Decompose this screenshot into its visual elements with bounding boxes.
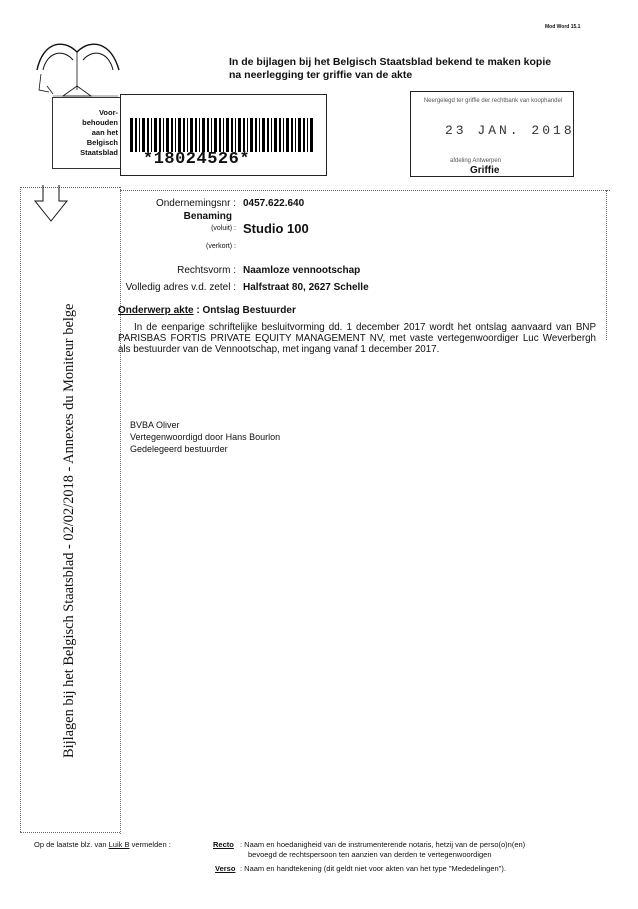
reserved-label	[58, 108, 118, 158]
legal-form-value: Naamloze vennootschap	[243, 265, 361, 276]
footer-luik: Luik B	[108, 840, 130, 849]
short-name-label: (verkort) :	[206, 243, 236, 250]
address-value: Halfstraat 80, 2627 Schelle	[243, 282, 369, 293]
side-text: Bijlagen bij het Belgisch Staatsblad - 02/02/2018 - Annexes du Moniteur belge	[61, 303, 77, 758]
barcode-bar	[207, 118, 209, 152]
barcode-bar	[247, 118, 248, 152]
stamp-top-text: Neergelegd ter griffie der rechtbank van koophandel	[423, 98, 563, 104]
footer-verso-label	[215, 864, 235, 874]
barcode-number: *18024526*	[143, 150, 251, 169]
barcode-bar	[178, 118, 181, 152]
form-code: Mod Word 15.1	[545, 24, 581, 30]
deed-subject	[118, 305, 296, 316]
barcode-bar	[286, 118, 289, 152]
barcode-bar	[166, 118, 169, 152]
barcode-bar	[307, 118, 308, 152]
barcode-bar	[130, 118, 133, 152]
reserved-line: aan het	[91, 128, 118, 137]
barcode-bar	[211, 118, 212, 152]
reserved-line: Staatsblad	[80, 148, 118, 157]
barcode-bar	[250, 118, 253, 152]
recto-label: Recto	[213, 840, 234, 849]
footer-vermelden: vermelden :	[131, 840, 171, 849]
barcode-bar	[291, 118, 293, 152]
divider-line	[606, 190, 607, 340]
barcode-bar	[303, 118, 305, 152]
subject-colon: :	[193, 305, 203, 316]
address-label: Volledig adres v.d. zetel :	[125, 282, 236, 293]
barcode-bar	[279, 118, 281, 152]
barcode-bar	[171, 118, 173, 152]
barcode-bar	[295, 118, 296, 152]
signature-line-2: Vertegenwoordigd door Hans Bourlon	[130, 432, 281, 442]
barcode-bar	[195, 118, 197, 152]
barcode-bar	[255, 118, 257, 152]
barcode-bar	[183, 118, 185, 152]
stamp-date: 23 JAN. 2018	[445, 123, 575, 138]
barcode-bar	[219, 118, 221, 152]
recto-text-1: : Naam en hoedanigheid van de instrumenterende notaris, hetzij van de perso(o)n(en)	[240, 840, 526, 849]
header-line-1: In de bijlagen bij het Belgisch Staatsblad bekend te maken kopie	[229, 56, 552, 68]
side-publication-text	[50, 303, 77, 758]
barcode-bar	[310, 118, 313, 152]
barcode-bar	[223, 118, 224, 152]
signature-line-1: BVBA Oliver	[130, 420, 180, 430]
barcode-bar	[214, 118, 217, 152]
body-paragraph: In de eenparige schriftelijke besluitvorming dd. 1 december 2017 wordt het ontslag aanvaard van BNP PARISBAS FORTIS PRIVATE EQUITY MANAGEMENT NV, met vaste vertegenwoordiger Luc Weverbergh als bestuurder van de Vennootschap, met ingang vanaf 1 december 2017.	[118, 322, 596, 356]
barcode-bar	[226, 118, 229, 152]
verso-label: Verso	[215, 864, 236, 873]
legal-form-label: Rechtsvorm :	[177, 265, 236, 276]
barcode-bar	[175, 118, 176, 152]
name-label: Benaming	[183, 211, 232, 222]
barcode-bar	[159, 118, 161, 152]
signature-line-3: Gedelegeerd bestuurder	[130, 444, 228, 454]
barcode-bar	[271, 118, 272, 152]
down-arrow-icon	[33, 183, 69, 223]
reserved-line: Voor-	[98, 108, 118, 117]
subject-label: Onderwerp akte	[118, 305, 194, 316]
reserved-line: behouden	[82, 118, 118, 127]
footer-prefix	[34, 840, 171, 850]
barcode-bar	[283, 118, 284, 152]
barcode-bar	[267, 118, 269, 152]
full-name-value: Studio 100	[243, 221, 309, 236]
barcode-image	[130, 118, 315, 152]
barcode-bar	[139, 118, 140, 152]
staatsblad-logo	[33, 30, 123, 100]
divider-line	[120, 190, 610, 191]
barcode-bar	[274, 118, 277, 152]
barcode-bar	[262, 118, 265, 152]
signature-block	[130, 419, 280, 455]
barcode-bar	[199, 118, 200, 152]
divider-line	[20, 187, 21, 832]
barcode-bar	[238, 118, 241, 152]
barcode-bar	[298, 118, 301, 152]
barcode-bar	[190, 118, 193, 152]
footer-prefix-text: Op de laatste blz. van	[34, 840, 107, 849]
recto-text-2: bevoegd de rechtspersoon ten aanzien van derden te vertegenwoordigen	[248, 849, 492, 859]
page-header	[229, 56, 629, 82]
barcode-bar	[235, 118, 236, 152]
reserved-line: Belgisch	[86, 138, 118, 147]
barcode-bar	[163, 118, 164, 152]
company-number-value: 0457.622.640	[243, 198, 305, 209]
stamp-griffie: Griffie	[470, 165, 500, 176]
barcode-bar	[135, 118, 137, 152]
barcode-bar	[231, 118, 233, 152]
subject-title: Ontslag Bestuurder	[202, 305, 296, 316]
barcode-bar	[187, 118, 188, 152]
stamp-place: afdeling Antwerpen	[450, 158, 502, 164]
footer-verso-text: : Naam en handtekening (dit geldt niet voor akten van het type "Mededelingen").	[240, 864, 506, 873]
barcode-bar	[259, 118, 260, 152]
barcode-bar	[202, 118, 205, 152]
divider-line	[20, 832, 120, 833]
company-number-label: Ondernemingsnr :	[155, 198, 236, 209]
barcode-bar	[154, 118, 157, 152]
footer-recto-text	[240, 840, 625, 859]
barcode-bar	[147, 118, 149, 152]
header-line-2: na neerlegging ter griffie van de akte	[229, 69, 413, 81]
barcode-bar	[142, 118, 145, 152]
barcode-bar	[151, 118, 152, 152]
footer-recto-label	[213, 840, 234, 850]
full-name-label: (voluit) :	[211, 225, 236, 232]
barcode-bar	[243, 118, 245, 152]
